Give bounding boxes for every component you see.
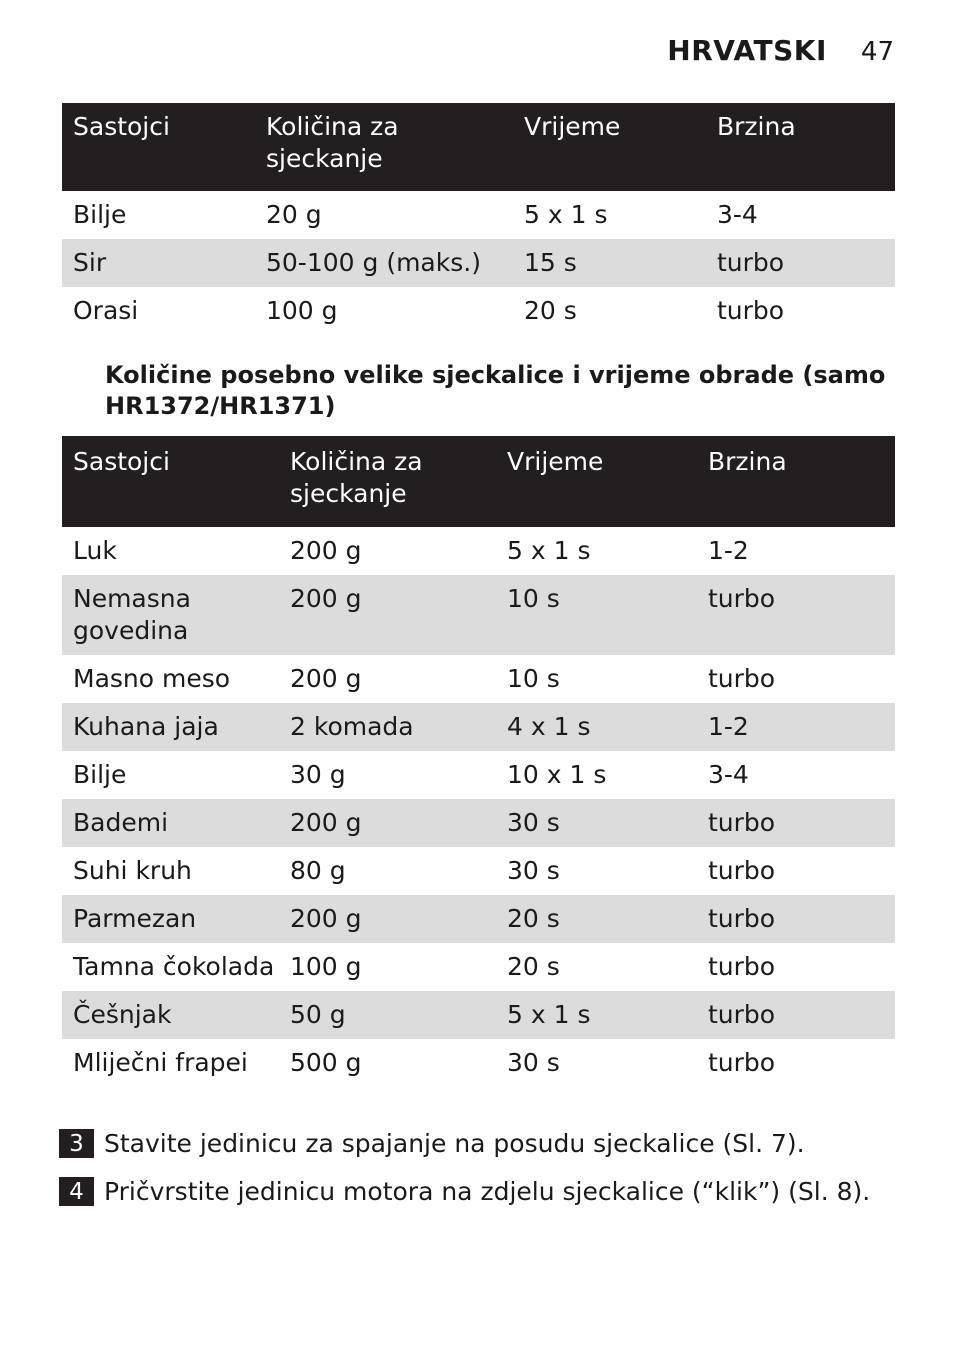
table-cell: 5 x 1 s xyxy=(496,991,697,1039)
step-number-badge: 3 xyxy=(59,1129,94,1158)
column-header: Brzina xyxy=(697,436,895,527)
step-number-badge: 4 xyxy=(59,1177,94,1206)
table-cell: Češnjak xyxy=(62,991,279,1039)
table-cell: 100 g xyxy=(290,952,362,981)
table-cell: 30 s xyxy=(496,799,697,847)
table-cell: turbo xyxy=(708,664,776,693)
column-header: Količina za sjeckanje xyxy=(279,436,496,527)
table-cell: 200 g xyxy=(279,895,496,943)
table-row xyxy=(62,287,895,335)
table-cell: 10 s xyxy=(507,664,560,693)
table-cell: 20 s xyxy=(496,895,697,943)
table-cell: Tamna čokolada xyxy=(73,952,275,981)
table-cell: Bilje xyxy=(73,200,127,229)
table-cell: Kuhana jaja xyxy=(62,703,279,751)
column-header: Sastojci xyxy=(62,103,255,191)
table-cell: 1-2 xyxy=(697,703,895,751)
table-row xyxy=(62,575,895,655)
table-row xyxy=(62,991,895,1039)
table-row xyxy=(62,895,895,943)
table-cell: 50 g xyxy=(279,991,496,1039)
table-cell: turbo xyxy=(706,239,895,287)
table-cell: Masno meso xyxy=(73,664,231,693)
instruction-step xyxy=(59,1177,870,1206)
table-row xyxy=(62,527,895,575)
table-cell: Suhi kruh xyxy=(73,856,192,885)
table-cell: Orasi xyxy=(73,296,139,325)
table-row xyxy=(62,799,895,847)
table-cell: 80 g xyxy=(290,856,346,885)
table-cell: 30 g xyxy=(290,760,346,789)
table-row xyxy=(62,703,895,751)
page-number: 47 xyxy=(860,37,894,67)
table-cell: 10 x 1 s xyxy=(507,760,607,789)
table-cell: 200 g xyxy=(279,575,496,655)
table-row xyxy=(62,655,895,703)
table-cell: 4 x 1 s xyxy=(496,703,697,751)
table-row xyxy=(62,751,895,799)
table-cell: 30 s xyxy=(507,856,560,885)
table-cell: Mliječni frapei xyxy=(73,1048,248,1077)
section-subheading: Količine posebno velike sjeckalice i vrijeme obrade (samo HR1372/HR1371) xyxy=(105,361,886,420)
language-label: HRVATSKI xyxy=(667,34,827,67)
instruction-step xyxy=(59,1129,805,1158)
table-row xyxy=(62,1039,895,1087)
table-cell: Bademi xyxy=(62,799,279,847)
step-text: Pričvrstite jedinicu motora na zdjelu sjeckalice (“klik”) (Sl. 8). xyxy=(104,1177,871,1206)
table-cell: turbo xyxy=(697,991,895,1039)
table-cell: 15 s xyxy=(513,239,706,287)
column-header: Količina za sjeckanje xyxy=(255,103,513,191)
table-row xyxy=(62,943,895,991)
table-cell: turbo xyxy=(708,1048,776,1077)
table-cell: turbo xyxy=(708,856,776,885)
table-cell: turbo xyxy=(697,575,895,655)
table-cell: turbo xyxy=(708,952,776,981)
table-cell: 200 g xyxy=(290,536,362,565)
table-cell: 10 s xyxy=(496,575,697,655)
table-cell: 3-4 xyxy=(717,200,758,229)
table-cell: 30 s xyxy=(507,1048,560,1077)
table-cell: 3-4 xyxy=(708,760,749,789)
table-cell: 20 g xyxy=(266,200,322,229)
table-header-row xyxy=(62,436,895,527)
chopping-table-xl xyxy=(62,436,895,1087)
table-cell: 2 komada xyxy=(279,703,496,751)
column-header: Vrijeme xyxy=(513,103,706,191)
table-cell: 5 x 1 s xyxy=(524,200,608,229)
step-text: Stavite jedinicu za spajanje na posudu sjeckalice (Sl. 7). xyxy=(104,1129,805,1158)
table-cell: turbo xyxy=(697,895,895,943)
table-cell: 500 g xyxy=(290,1048,362,1077)
chopping-table-standard xyxy=(62,103,895,335)
table-cell: 1-2 xyxy=(708,536,749,565)
table-cell: 200 g xyxy=(279,799,496,847)
table-cell: Bilje xyxy=(73,760,127,789)
table-cell: Sir xyxy=(62,239,255,287)
table-row xyxy=(62,847,895,895)
table-cell: Nemasna govedina xyxy=(62,575,279,655)
table-cell: 20 s xyxy=(507,952,560,981)
table-cell: turbo xyxy=(717,296,785,325)
column-header: Sastojci xyxy=(62,436,279,527)
table-header-row xyxy=(62,103,895,191)
table-cell: turbo xyxy=(697,799,895,847)
table-row xyxy=(62,191,895,239)
table-cell: 200 g xyxy=(290,664,362,693)
table-cell: Luk xyxy=(73,536,117,565)
column-header: Vrijeme xyxy=(496,436,697,527)
table-row xyxy=(62,239,895,287)
column-header: Brzina xyxy=(706,103,895,191)
table-cell: 20 s xyxy=(524,296,577,325)
page-header xyxy=(667,34,894,67)
table-cell: 100 g xyxy=(266,296,338,325)
table-cell: 50-100 g (maks.) xyxy=(255,239,513,287)
table-cell: 5 x 1 s xyxy=(507,536,591,565)
table-cell: Parmezan xyxy=(62,895,279,943)
